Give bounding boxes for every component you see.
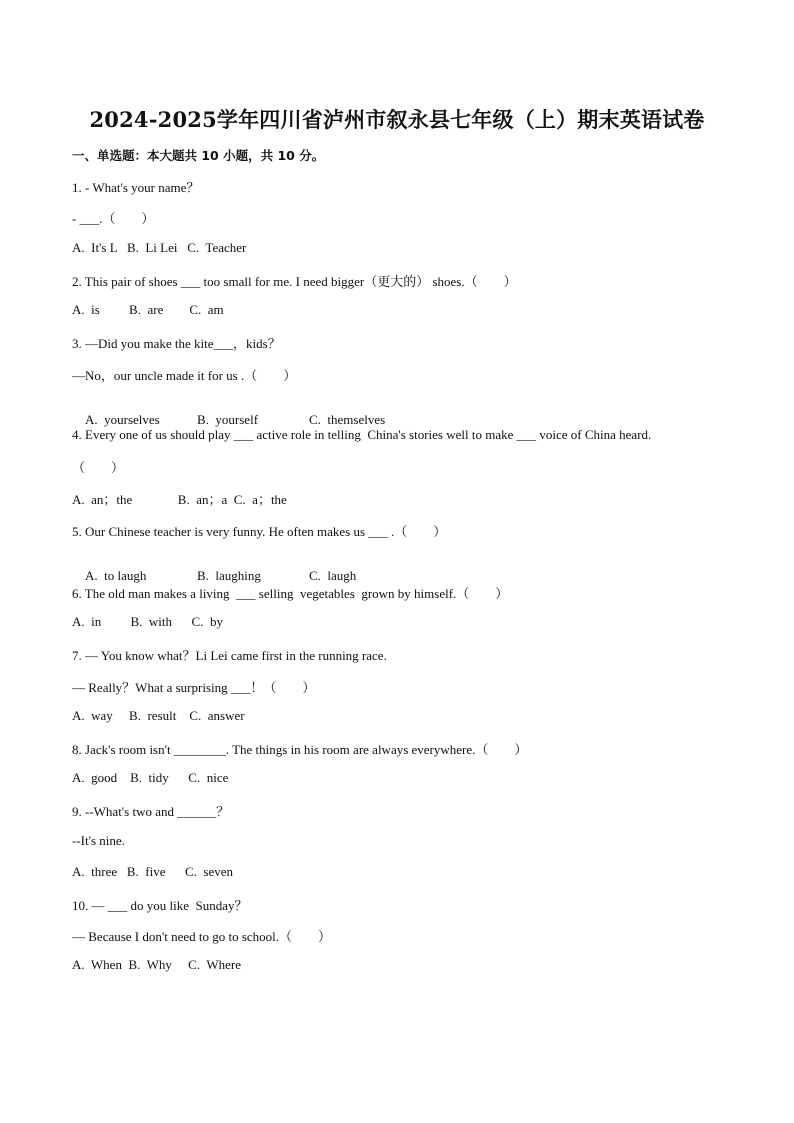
page-title: 2024-2025学年四川省泸州市叙永县七年级（上）期末英语试卷 xyxy=(89,107,705,132)
question-8-stem: 8. Jack's room isn't ________. The things in his room are always everywhere.（ ） xyxy=(72,742,528,757)
question-6-options: A. in B. with C. by xyxy=(72,614,223,629)
question-1-answer-line: - ___.（ ） xyxy=(72,211,155,226)
question-10-stem: 10. — ___ do you like Sunday？ xyxy=(72,898,248,913)
section-heading: 一、单选题：本大题共 10 小题，共 10 分。 xyxy=(72,148,325,163)
question-9-stem: 9. --What's two and ______？ xyxy=(72,804,230,819)
question-1-stem: 1. - What's your name？ xyxy=(72,180,200,195)
question-5-stem: 5. Our Chinese teacher is very funny. He often makes us ___ .（ ） xyxy=(72,524,447,539)
question-2-stem: 2. This pair of shoes ___ too small for me. I need bigger（更大的） shoes.（ ） xyxy=(72,274,517,289)
option-b: B. laughing xyxy=(197,568,261,583)
question-7-stem: 7. — You know what？Li Lei came first in the running race. xyxy=(72,648,387,663)
question-1-options: A. It's L B. Li Lei C. Teacher xyxy=(72,240,247,255)
question-9-options: A. three B. five C. seven xyxy=(72,864,234,879)
question-2-options: A. is B. are C. am xyxy=(72,302,224,317)
question-6-stem: 6. The old man makes a living ___ selling vegetables grown by himself.（ ） xyxy=(72,586,509,601)
option-b: B. yourself xyxy=(197,412,259,427)
option-a: A. to laugh xyxy=(85,568,147,583)
option-a: A. yourselves xyxy=(85,412,160,427)
question-4-bracket: （ ） xyxy=(72,460,125,475)
question-7-reply: — Really？What a surprising ___！（ ） xyxy=(72,680,316,695)
question-3-stem: 3. —Did you make the kite___，kids？ xyxy=(72,336,281,351)
question-4-options: A. an；the B. an；a C. a；the xyxy=(72,492,287,507)
question-9-reply: --It's nine. xyxy=(72,833,125,848)
question-8-options: A. good B. tidy C. nice xyxy=(72,770,229,785)
question-4-stem: 4. Every one of us should play ___ active role in telling China's stories well to make ___ voice of China heard. xyxy=(72,427,652,442)
option-c: C. laugh xyxy=(309,568,357,583)
question-10-reply: — Because I don't need to go to school.（ ） xyxy=(72,929,332,944)
question-7-options: A. way B. result C. answer xyxy=(72,708,245,723)
question-3-reply: —No，our uncle made it for us .（ ） xyxy=(72,368,297,383)
question-10-options: A. When B. Why C. Where xyxy=(72,957,241,972)
option-c: C. themselves xyxy=(309,412,386,427)
